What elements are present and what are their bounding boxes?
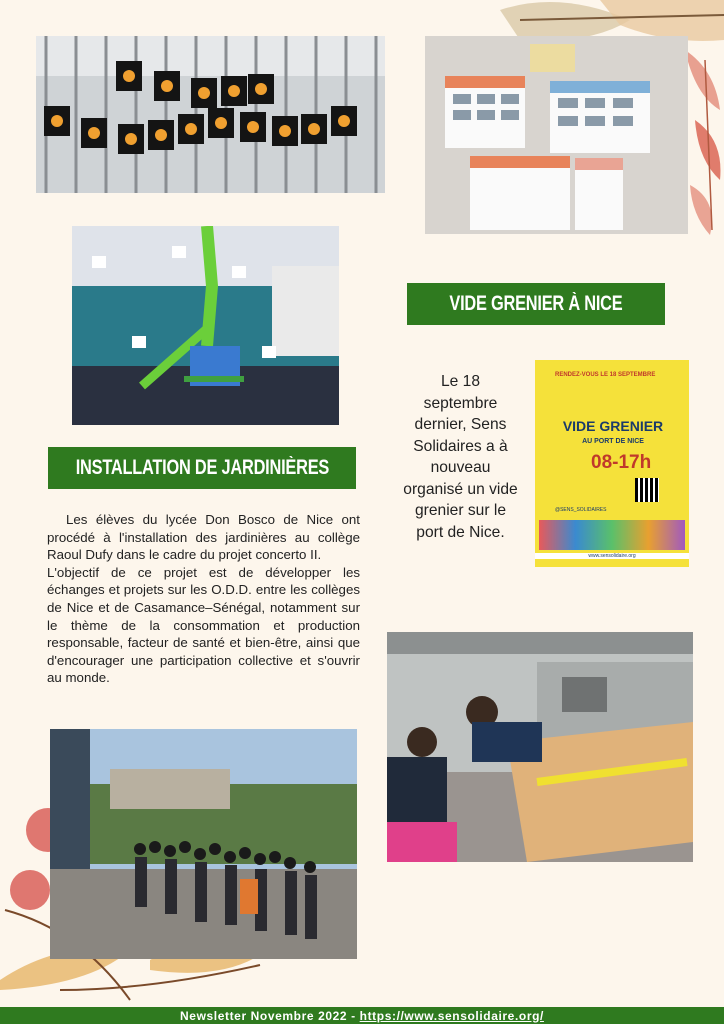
poster-hours: 08-17h [591, 452, 652, 473]
installation-paragraph-2: L'objectif de ce projet est de développer les échanges et projets sur les O.D.D. entre les collèges de Nice et de Casamance–Sénégal, notamment sur le thème de la consommation et production responsable, facteur de santé et bien-être, ainsi que d'encourager une participation collective et s'ouvrir au monde. [47, 564, 360, 686]
photo-exhibition-posters [425, 36, 688, 234]
footer-link[interactable]: https://www.sensolidaire.org/ [359, 1008, 544, 1023]
vide-grenier-poster [535, 360, 689, 567]
photo-tree-sculpture [72, 226, 339, 425]
photo-student-group [50, 729, 357, 959]
poster-site: www.sensolidaire.org [535, 553, 689, 559]
installation-paragraph-1: Les élèves du lycée Don Bosco de Nice ont procédé à l'installation des jardinières au collège Raoul Dufy dans le cadre du projet concerto II. [47, 512, 360, 563]
vide-grenier-text: Le 18 septembre dernier, Sens Solidaires a à nouveau organisé un vide grenier sur le port de Nice. [403, 373, 518, 541]
installation-text [47, 511, 360, 687]
poster-top-line: RENDEZ-VOUS LE 18 SEPTEMBRE [555, 372, 656, 378]
poster-title: VIDE GRENIER [562, 418, 664, 434]
photo-students-building-planter [387, 632, 693, 862]
photo-fence-drawings [36, 36, 385, 193]
poster-illustration [539, 520, 685, 550]
poster-subtitle: AU PORT DE NICE [582, 438, 644, 445]
poster-handle: @SENS_SOLIDAIRES [555, 507, 607, 513]
footer-prefix: Newsletter Novembre 2022 - [180, 1008, 360, 1023]
vide-grenier-heading: VIDE GRENIER À NICE [407, 283, 665, 325]
qr-code-icon [635, 478, 659, 502]
installation-heading: INSTALLATION DE JARDINIÈRES [48, 447, 356, 489]
footer-bar [0, 1007, 724, 1024]
